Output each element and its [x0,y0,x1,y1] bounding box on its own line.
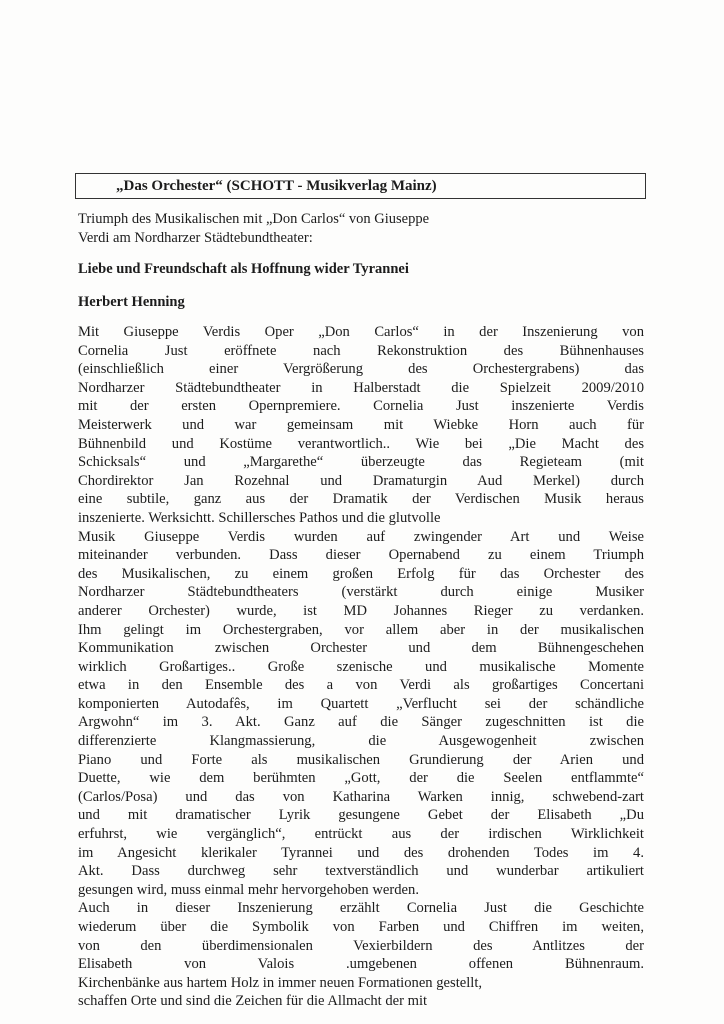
body-line: Nordharzer Städtebundtheater in Halberstadt die Spielzeit 2009/2010 [78,379,644,396]
body-line: Meisterwerk und war gemeinsam mit Wiebke Horn auch für [78,416,644,433]
body-line: Akt. Dass durchweg sehr textverständlich und wunderbar artikuliert [78,863,644,880]
body-line: wiederum über die Symbolik von Farben und Chiffren im weiten, [78,919,644,935]
body-line: Musik Giuseppe Verdis wurden auf zwingender Art und Weise [78,528,644,545]
source-label: „Das Orchester“ (SCHOTT - Musikverlag Mainz) [116,178,437,194]
body-line: Kommunikation zwischen Orchester und dem Bühnengeschehen [78,640,644,657]
body-line: Piano und Forte als musikalischen Grundierung der Arien und [78,751,644,768]
article-headline: Liebe und Freundschaft als Hoffnung wider Tyrannei [78,261,409,277]
body-line: miteinander verbunden. Dass dieser Opernabend zu einem Triumph [78,547,644,564]
body-line: Cornelia Just eröffnete nach Rekonstruktion des Bühnenhauses [78,342,644,359]
body-line: Argwohn“ im 3. Akt. Ganz auf die Sänger zugeschnitten ist die [78,714,644,731]
body-line: Auch in dieser Inszenierung erzählt Cornelia Just die Geschichte [78,900,644,917]
body-line: erfuhrst, wie vergänglich“, entrückt aus der irdischen Wirklichkeit [78,826,644,843]
body-line: schaffen Orte und sind die Zeichen für die Allmacht der mit [78,993,428,1010]
source-header-box [75,173,646,199]
body-line: Ihm gelingt im Orchestergraben, vor allem aber in der musikalischen [78,621,644,638]
subtitle-line: Triumph des Musikalischen mit „Don Carlos“ von Giuseppe [78,211,430,227]
body-line: Schicksals“ und „Margarethe“ überzeugte das Regieteam (mit [78,454,644,471]
body-line: wirklich Großartiges.. Große szenische und musikalische Momente [78,658,644,675]
body-line: im Angesicht klerikaler Tyrannei und des drohenden Todes im 4. [78,844,644,861]
body-line: Nordharzer Städtebundtheaters (verstärkt durch einige Musiker [78,584,644,601]
subtitle-line: Verdi am Nordharzer Städtebundtheater: [78,230,313,246]
article-body [78,323,644,1011]
body-line: komponierten Autodafês, im Quartett „Verflucht sei der schändliche [78,695,644,712]
body-line: Kirchenbänke aus hartem Holz in immer neuen Formationen gestellt, [78,974,483,991]
body-line: gesungen wird, muss einmal mehr hervorgehoben werden. [78,881,419,898]
body-line: etwa in den Ensemble des a von Verdi als großartiges Concertani [78,677,644,694]
body-line: des Musikalischen, zu einem großen Erfolg für das Orchester des [78,565,644,582]
body-line: (einschließlich einer Vergrößerung des Orchestergrabens) das [78,361,644,378]
article-subtitle [78,210,644,248]
body-line: Bühnenbild und Kostüme verantwortlich.. Wie bei „Die Macht des [78,435,644,452]
body-line: Mit Giuseppe Verdis Oper „Don Carlos“ in der Inszenierung von [78,324,644,340]
body-line: eine subtile, ganz aus der Dramatik der Verdischen Musik heraus [78,491,644,508]
body-line: Chordirektor Jan Rozehnal und Dramaturgin Aud Merkel) durch [78,472,644,489]
body-line: mit der ersten Opernpremiere. Cornelia Just inszenierte Verdis [78,398,644,415]
body-line: differenzierte Klangmassierung, die Ausgewogenheit zwischen [78,733,644,750]
body-line: Duette, wie dem berühmten „Gott, der die Seelen entflammte“ [78,770,644,787]
body-line: inszenierte. Werksichtt. Schillersches Pathos und die glutvolle [78,509,441,526]
article-author: Herbert Henning [78,294,185,310]
body-line: (Carlos/Posa) und das von Katharina Warken innig, schwebend-zart [78,788,644,805]
body-line: und mit dramatischer Lyrik gesungene Gebet der Elisabeth „Du [78,807,644,824]
body-line: von den überdimensionalen Vexierbildern des Antlitzes der [78,937,644,954]
body-line: Elisabeth von Valois .umgebenen offenen Bühnenraum. [78,956,644,973]
body-line: anderer Orchester) wurde, ist MD Johannes Rieger zu verdanken. [78,602,644,619]
